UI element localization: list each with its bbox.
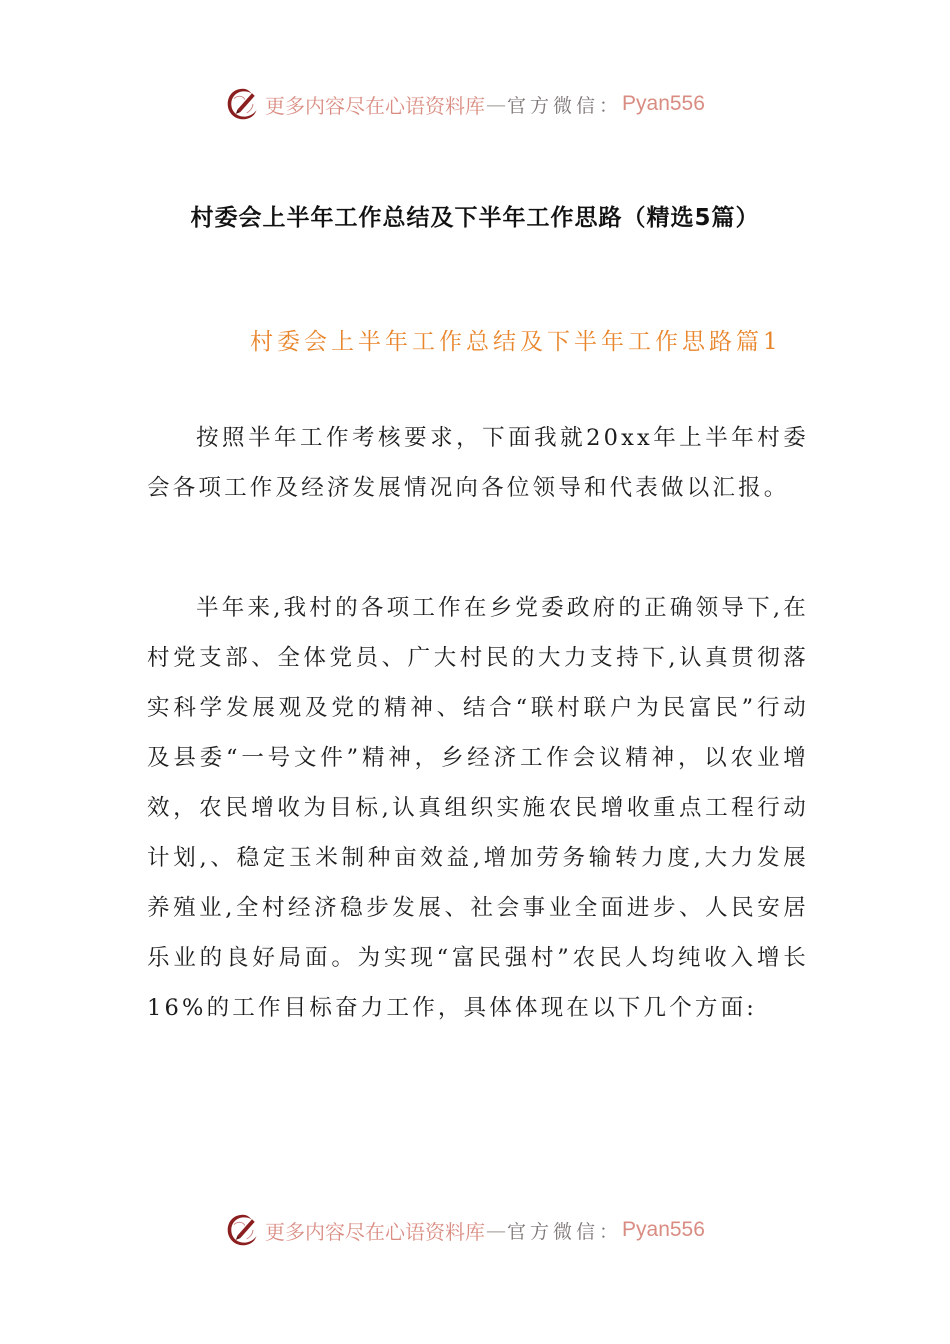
section-heading: 村委会上半年工作总结及下半年工作思路篇1	[250, 329, 782, 355]
quill-pen-logo-icon	[225, 86, 261, 122]
separator: —	[486, 1218, 506, 1242]
wechat-id: Pyan556	[622, 92, 705, 115]
quill-pen-logo-icon	[225, 1212, 261, 1248]
paragraph-intro: 按照半年工作考核要求，下面我就20xx年上半年村委会各项工作及经济发展情况向各位领导和代表做以汇报。	[147, 425, 809, 501]
promo-text: 更多内容尽在心语资料库	[265, 93, 485, 118]
footer-banner	[225, 1210, 725, 1250]
wechat-label: 官方微信：	[507, 94, 623, 117]
paragraph-overview: 半年来,我村的各项工作在乡党委政府的正确领导下,在村党支部、全体党员、广大村民的大力支持下,认真贯彻落实科学发展观及党的精神、结合“联村联户为民富民”行动及县委“一号文件”精神，乡经济工作会议精神，以农业增效，农民增收为目标,认真组织实施农民增收重点工程行动计划,、稳定玉米制种亩效益,增加劳务输转力度,大力发展养殖业,全村经济稳步发展、社会事业全面进步、人民安居乐业的良好局面。为实现“富民强村”农民人均纯收入增长16%的工作目标奋力工作，具体体现在以下几个方面:	[147, 595, 809, 1021]
document-title: 村委会上半年工作总结及下半年工作思路（精选5篇）	[190, 205, 760, 231]
separator: —	[486, 92, 506, 116]
header-banner	[225, 84, 725, 124]
wechat-id: Pyan556	[622, 1218, 705, 1241]
promo-text: 更多内容尽在心语资料库	[265, 1219, 485, 1244]
wechat-label: 官方微信：	[507, 1220, 623, 1243]
